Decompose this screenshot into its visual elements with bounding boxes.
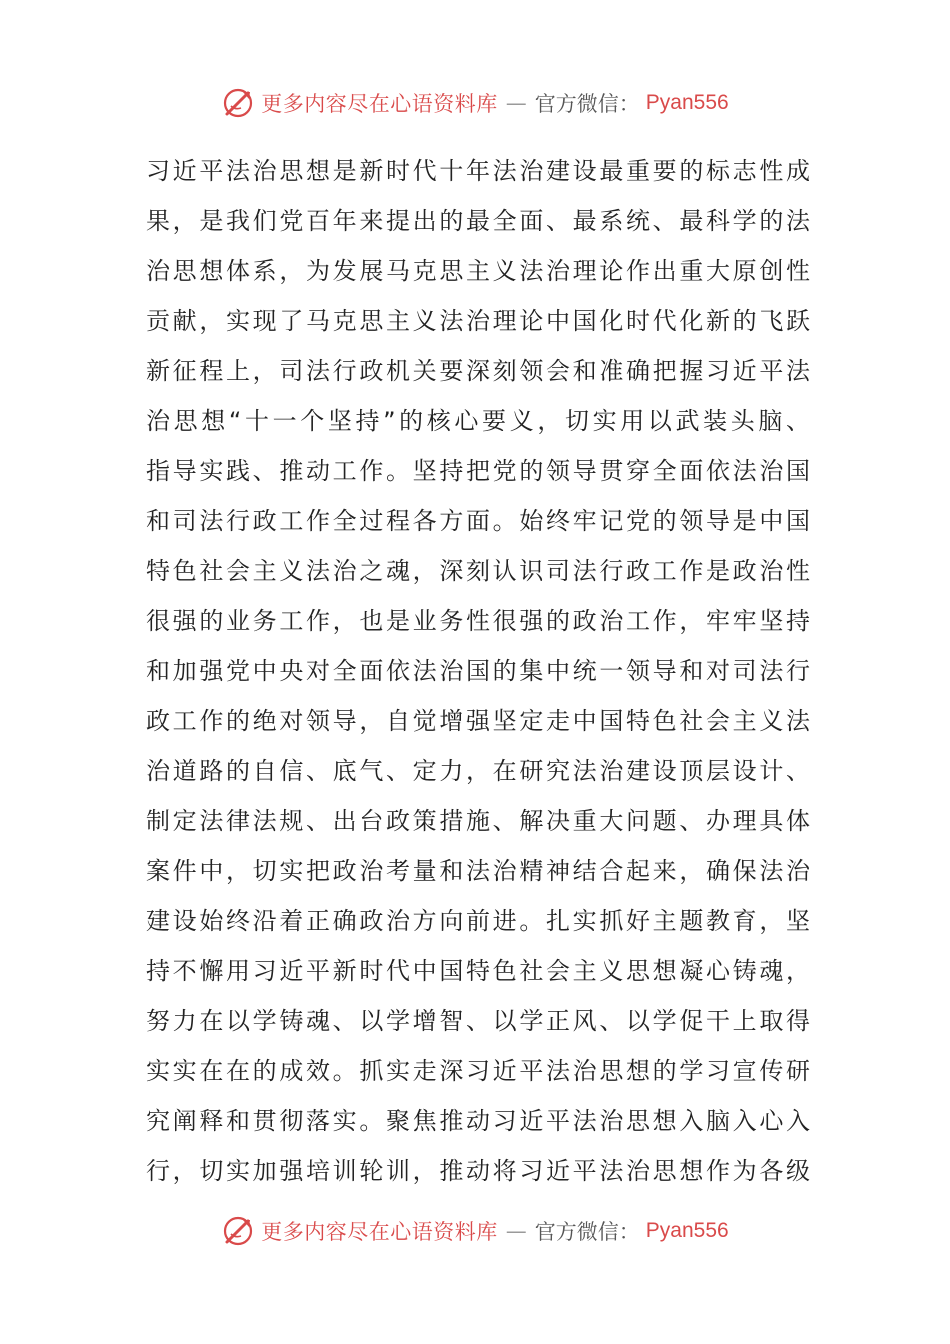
body-line: 新征程上，司法行政机关要深刻领会和准确把握习近平法 (146, 357, 810, 385)
body-line: 治思想“十一个坚持”的核心要义，切实用以武装头脑、 (146, 407, 810, 435)
banner-slogan: 更多内容尽在心语资料库 (261, 92, 498, 116)
pen-logo-icon (221, 1214, 255, 1248)
body-line: 和司法行政工作全过程各方面。始终牢记党的领导是中国 (146, 507, 810, 535)
body-line: 特色社会主义法治之魂，深刻认识司法行政工作是政治性 (146, 557, 810, 585)
body-line: 政工作的绝对领导，自觉增强坚定走中国特色社会主义法 (146, 707, 810, 735)
body-line: 贡献，实现了马克思主义法治理论中国化时代化新的飞跃 (146, 307, 810, 335)
banner-dash: — (505, 1219, 527, 1243)
body-line: 治思想体系，为发展马克思主义法治理论作出重大原创性 (146, 257, 810, 285)
body-line: 和加强党中央对全面依法治国的集中统一领导和对司法行 (146, 657, 810, 685)
banner-wechat-label: 官方微信： (534, 92, 640, 116)
body-line: 习近平法治思想是新时代十年法治建设最重要的标志性成 (146, 157, 810, 185)
body-line: 案件中，切实把政治考量和法治精神结合起来，确保法治 (146, 857, 810, 885)
body-line: 果，是我们党百年来提出的最全面、最系统、最科学的法 (146, 207, 810, 235)
body-line: 究阐释和贯彻落实。聚焦推动习近平法治思想入脑入心入 (146, 1107, 810, 1135)
body-line: 建设始终沿着正确政治方向前进。扎实抓好主题教育，坚 (146, 907, 810, 935)
document-body (146, 146, 810, 1196)
banner-wechat-id: Pyan556 (645, 91, 729, 114)
footer-watermark-banner (0, 1211, 950, 1251)
body-line: 行，切实加强培训轮训，推动将习近平法治思想作为各级 (146, 1157, 810, 1185)
body-line: 努力在以学铸魂、以学增智、以学正风、以学促干上取得 (146, 1007, 810, 1035)
banner-slogan: 更多内容尽在心语资料库 (261, 1220, 498, 1244)
body-line: 指导实践、推动工作。坚持把党的领导贯穿全面依法治国 (146, 457, 810, 485)
body-line: 实实在在的成效。抓实走深习近平法治思想的学习宣传研 (146, 1057, 810, 1085)
banner-dash: — (505, 91, 527, 115)
body-line: 很强的业务工作，也是业务性很强的政治工作，牢牢坚持 (146, 607, 810, 635)
body-line: 制定法律法规、出台政策措施、解决重大问题、办理具体 (146, 807, 810, 835)
header-watermark-banner (0, 83, 950, 123)
pen-logo-icon (221, 86, 255, 120)
body-line: 治道路的自信、底气、定力，在研究法治建设顶层设计、 (146, 757, 810, 785)
banner-wechat-label: 官方微信： (534, 1220, 640, 1244)
banner-wechat-id: Pyan556 (645, 1219, 729, 1242)
body-line: 持不懈用习近平新时代中国特色社会主义思想凝心铸魂， (146, 957, 810, 985)
